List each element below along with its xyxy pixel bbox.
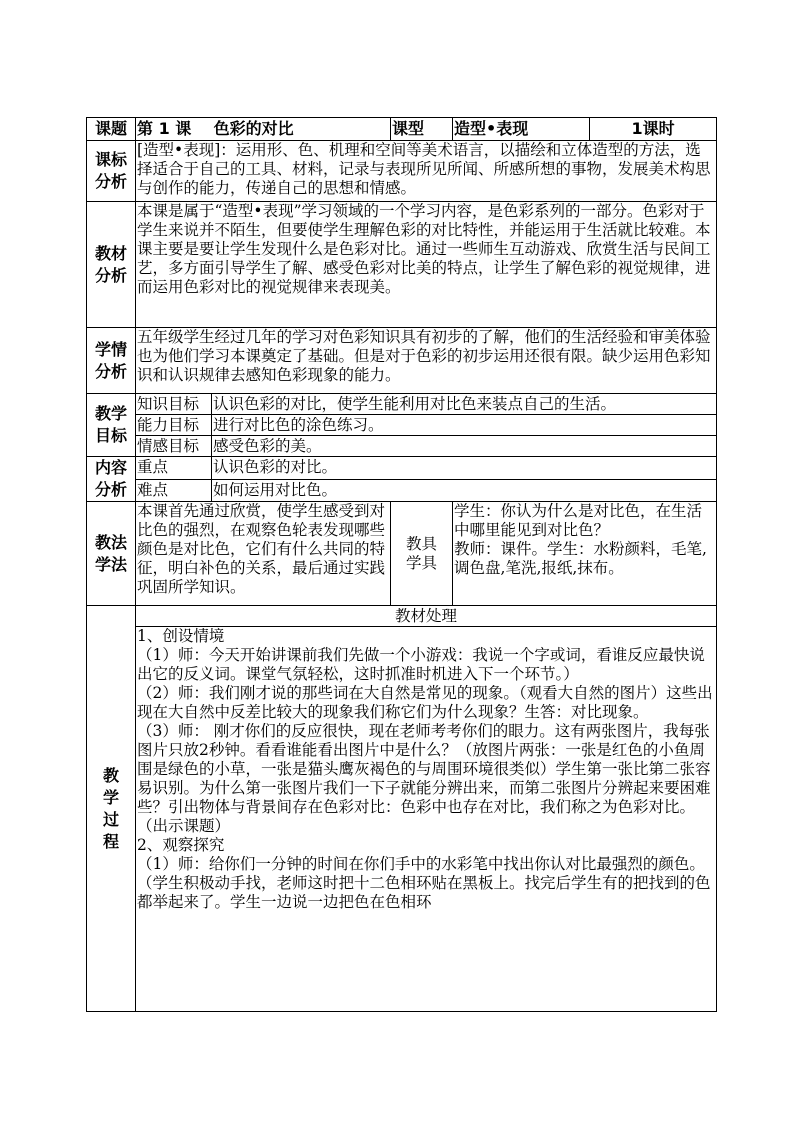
students-text: 五年级学生经过几年的学习对色彩知识具有初步的了解，他们的生活经验和审美体验也为他们学习本课奠定了基础。但是对于色彩的初步运用还很有限。缺少运用色彩知识和认识规律去感知色彩现象的能力。 [136,328,717,394]
content-name: 难点 [136,479,212,502]
methods-text: 本课首先通过欣赏，使学生感受到对比色的强烈，在观察色轮表发现哪些颜色是对比色，它们有什么共同的特征，明白补色的关系，最后通过实践巩固所学知识。 [136,502,391,606]
process-paragraph: （1）师：今天开始讲课前我们先做一个小游戏：我说一个字或词，看谁反应最快说出它的反义词。课堂气氛轻松，这时抓准时机进入下一个环节。） [137,646,705,683]
tools-text-question: 学生：你认为什么是对比色，在生活中哪里能见到对比色？ [454,502,703,539]
goal-name: 知识目标 [136,394,212,415]
goal-text: 认识色彩的对比，使学生能利用对比色来装点自己的生活。 [212,394,717,415]
tools-label: 教具 学具 [391,502,453,606]
content-name: 重点 [136,457,212,480]
process-label: 教 学 过 程 [87,606,136,1012]
tools-text-materials: 教师：课件。学生：水粉颜料，毛笔,调色盘,笔洗,报纸,抹布。 [454,540,707,577]
content-label: 内容 分析 [87,457,136,502]
header-row [87,118,717,141]
content-row-key [87,457,717,480]
students-label: 学情 分析 [87,328,136,394]
lesson-plan-page [86,117,716,1012]
type-label: 课型 [391,118,453,141]
material-row [87,202,717,328]
methods-row [87,502,717,606]
topic-label: 课题 [87,118,136,141]
goal-name: 情感目标 [136,436,212,457]
type-value: 造型•表现 [453,118,590,141]
lesson-plan-table [86,117,717,1012]
methods-label: 教法 学法 [87,502,136,606]
goal-name: 能力目标 [136,415,212,436]
process-paragraph: （2）师：我们刚才说的那些词在大自然是常见的现象。（观看大自然的图片）这些出现在大自然中反差比较大的现象我们称它们为什么现象？生答：对比现象。 [137,684,713,721]
goal-row-ability [87,415,717,436]
material-label: 教材 分析 [87,202,136,328]
content-text: 如何运用对比色。 [212,479,717,502]
goal-text: 进行对比色的涂色练习。 [212,415,717,436]
process-paragraph: （1）师：给你们一分钟的时间在你们手中的水彩笔中找出你认对比最强烈的颜色。（学生积极动手找，老师这时把十二色相环贴在黑板上。找完后学生有的把找到的色都举起来了。学生一边说一边把色在色相环 [137,855,711,911]
standards-label: 课标 分析 [87,141,136,202]
content-row-difficult [87,479,717,502]
process-paragraph: 2、观察探究 [137,836,225,854]
standards-row [87,141,717,202]
lesson-title: 色彩的对比 [213,119,294,138]
goal-row-knowledge [87,394,717,415]
process-heading: 教材处理 [136,606,716,627]
content-text: 认识色彩的对比。 [212,457,717,480]
process-content [136,606,717,1012]
material-text: 本课是属于“造型•表现”学习领域的一个学习内容，是色彩系列的一部分。色彩对于学生来说并不陌生，但要使学生理解色彩的对比特性，并能运用于生活就比较难。本课主要是要让学生发现什么是色彩对比。通过一些师生互动游戏、欣赏生活与民间工艺，多方面引导学生了解、感受色彩对比美的特点，让学生了解色彩的视觉规律，进而运用色彩对比的视觉规律来表现美。 [136,202,717,328]
hours-value: 1课时 [590,118,717,141]
lesson-number: 第 1 课 [137,119,192,138]
process-row [87,606,717,1012]
process-paragraph: （3）师： 刚才你们的反应很快，现在老师考考你们的眼力。这有两张图片，我每张图片只放2秒钟。看看谁能看出图片中是什么？（放图片两张：一张是红色的小鱼周围是绿色的小草，一张是猫头鹰灰褐色的与周围环境很类似）学生第一张比第二张容易识别。为什么第一张图片我们一下子就能分辨出来，而第二张图片分辨起来要困难些？引出物体与背景间存在色彩对比：色彩中也存在对比，我们称之为色彩对比。（出示课题） [137,722,711,835]
goal-row-emotion [87,436,717,457]
standards-text: [造型•表现]：运用形、色、机理和空间等美术语言，以描绘和立体造型的方法，选择适合于自己的工具、材料，记录与表现所见所闻、所感所想的事物，发展美术构思与创作的能力，传递自己的思想和情感。 [136,141,717,202]
goal-text: 感受色彩的美。 [212,436,717,457]
goals-label: 教学 目标 [87,394,136,457]
students-row [87,328,717,394]
process-paragraph: 1、创设情境 [137,627,225,645]
lesson-title-cell [136,118,391,141]
tools-text [453,502,717,606]
